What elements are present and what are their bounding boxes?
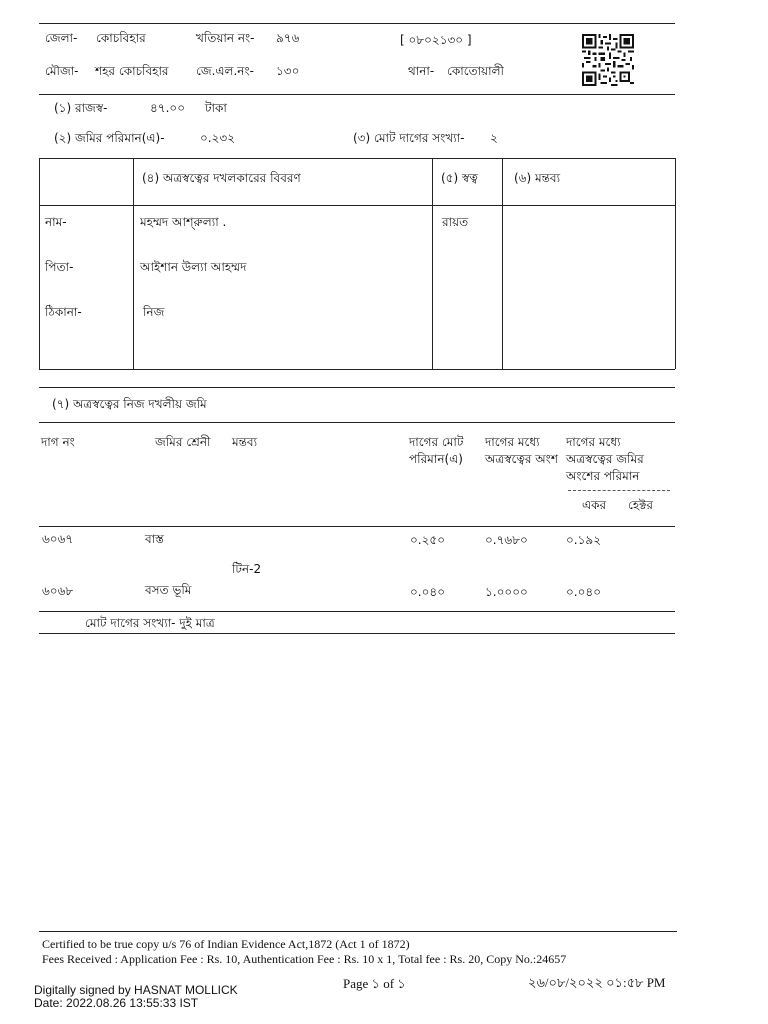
col-remarks-heading: মন্তব্য	[232, 435, 258, 449]
col5-heading: (৫) স্বত্ব	[441, 171, 478, 185]
thana-label: থানা-	[408, 64, 435, 78]
digital-signature: Digitally signed by HASNAT MOLLICK	[34, 983, 238, 997]
mouza-label: মৌজা-	[45, 64, 79, 78]
jl-number: ১৩০	[276, 64, 300, 78]
mouza-value: শহর কোচবিহার	[95, 64, 169, 78]
land-section-top	[39, 387, 675, 388]
col4-heading: (৪) অত্রস্বত্বের দখলকারের বিবরণ	[142, 171, 301, 185]
land-header-bottom	[39, 526, 675, 527]
page-indicator: Page ১ of ১	[343, 976, 406, 991]
col-total-heading-1: দাগের মোট	[409, 435, 464, 449]
certification-line: Certified to be true copy u/s 76 of Indian Evidence Act,1872 (Act 1 of 1872)	[42, 937, 410, 951]
plot-share: ০.৭৬৮০	[485, 533, 528, 547]
signature-date: Date: 2022.08.26 13:55:33 IST	[34, 996, 199, 1010]
col6-heading: (৬) মন্তব্য	[514, 171, 561, 185]
plot-acre-area: ০.০৪০	[566, 585, 602, 599]
revenue-label: (১) রাজস্ব-	[54, 101, 108, 115]
plots-label: (৩) মোট দাগের সংখ্যা-	[353, 131, 465, 145]
plot-total-area: ০.২৫০	[410, 533, 446, 547]
plot-acre-area: ০.১৯২	[566, 533, 601, 547]
thana-value: কোতোয়ালী	[447, 64, 504, 78]
land-section-bottom	[39, 633, 675, 634]
area-value: ০.২৩২	[200, 131, 236, 145]
col-land-heading-1: দাগের মধ্যে	[566, 435, 621, 449]
owner-table-header-rule	[39, 205, 675, 206]
footer-rule	[39, 931, 677, 932]
owner-table-left	[39, 158, 40, 369]
unit-divider	[568, 490, 670, 491]
unit-hectare: হেক্টর	[628, 498, 654, 512]
fees-line: Fees Received : Application Fee : Rs. 10, Authentication Fee : Rs. 10 x 1, Total fee : Rs. 20, Copy No.:24657	[42, 952, 567, 966]
plots-value: ২	[490, 131, 498, 145]
land-section-title: (৭) অত্রস্বত্বের নিজ দখলীয় জমি	[52, 397, 207, 411]
col-share-heading-1: দাগের মধ্যে	[485, 435, 540, 449]
col-land-heading-2: অত্রস্বত্বের জমির	[566, 452, 644, 466]
owner-table-bottom	[39, 369, 675, 370]
print-datetime: ২৬/০৮/২০২২ ০১:৫৮ PM	[528, 975, 666, 990]
father-label: পিতা-	[45, 260, 74, 274]
land-rows-bottom	[39, 611, 675, 612]
col-plot-heading: দাগ নং	[41, 435, 75, 449]
qr-code-icon	[582, 34, 634, 86]
plot-share: ১.০০০০	[485, 585, 528, 599]
unit-acre: একর	[582, 498, 607, 512]
khatian-number: ৯৭৬	[276, 31, 300, 45]
district-label: জেলা-	[45, 31, 78, 45]
col-class-heading: জমির শ্রেনী	[155, 435, 211, 449]
plot-total-area: ০.০৪০	[410, 585, 446, 599]
reference-code: [ ০৮০২১৩০ ]	[400, 33, 472, 47]
owner-table-top	[39, 158, 675, 159]
name-label: নাম-	[45, 215, 67, 229]
total-plots-line: মোট দাগের সংখ্যা- দুই মাত্র	[85, 616, 215, 630]
owner-name: মহম্মদ আশ্‌রুল্যা .	[140, 215, 227, 229]
land-class: বাস্ত	[145, 532, 164, 546]
address-value: নিজ	[143, 305, 165, 319]
top-rule	[39, 23, 675, 24]
district-value: কোচবিহার	[96, 31, 146, 45]
owner-table-divider	[502, 158, 503, 369]
owner-table-divider	[133, 158, 134, 369]
revenue-unit: টাকা	[205, 101, 227, 115]
plot-number: ৬০৬৭	[42, 532, 74, 546]
area-label: (২) জমির পরিমান(এ)-	[54, 131, 165, 145]
col-total-heading-2: পরিমান(এ)	[409, 452, 463, 466]
land-class: বসত ভূমি	[145, 583, 192, 597]
col-land-heading-3: অংশের পরিমান	[566, 469, 640, 483]
plot-remarks: টিন-2	[232, 562, 262, 576]
header-rule	[39, 94, 675, 95]
col-share-heading-2: অত্রস্বত্বের অংশ	[485, 452, 558, 466]
owner-table-right	[675, 158, 676, 369]
jl-label: জে.এল.নং-	[196, 64, 254, 78]
khatian-label: খতিয়ান নং-	[196, 31, 255, 45]
plot-number: ৬০৬৮	[42, 584, 74, 598]
address-label: ঠিকানা-	[45, 305, 82, 319]
revenue-value: ৪৭.০০	[150, 101, 186, 115]
right-type: রায়ত	[442, 215, 469, 229]
owner-table-divider	[432, 158, 433, 369]
land-header-top	[39, 422, 675, 423]
father-name: আইশান উল্যা আহম্মদ	[140, 260, 247, 274]
